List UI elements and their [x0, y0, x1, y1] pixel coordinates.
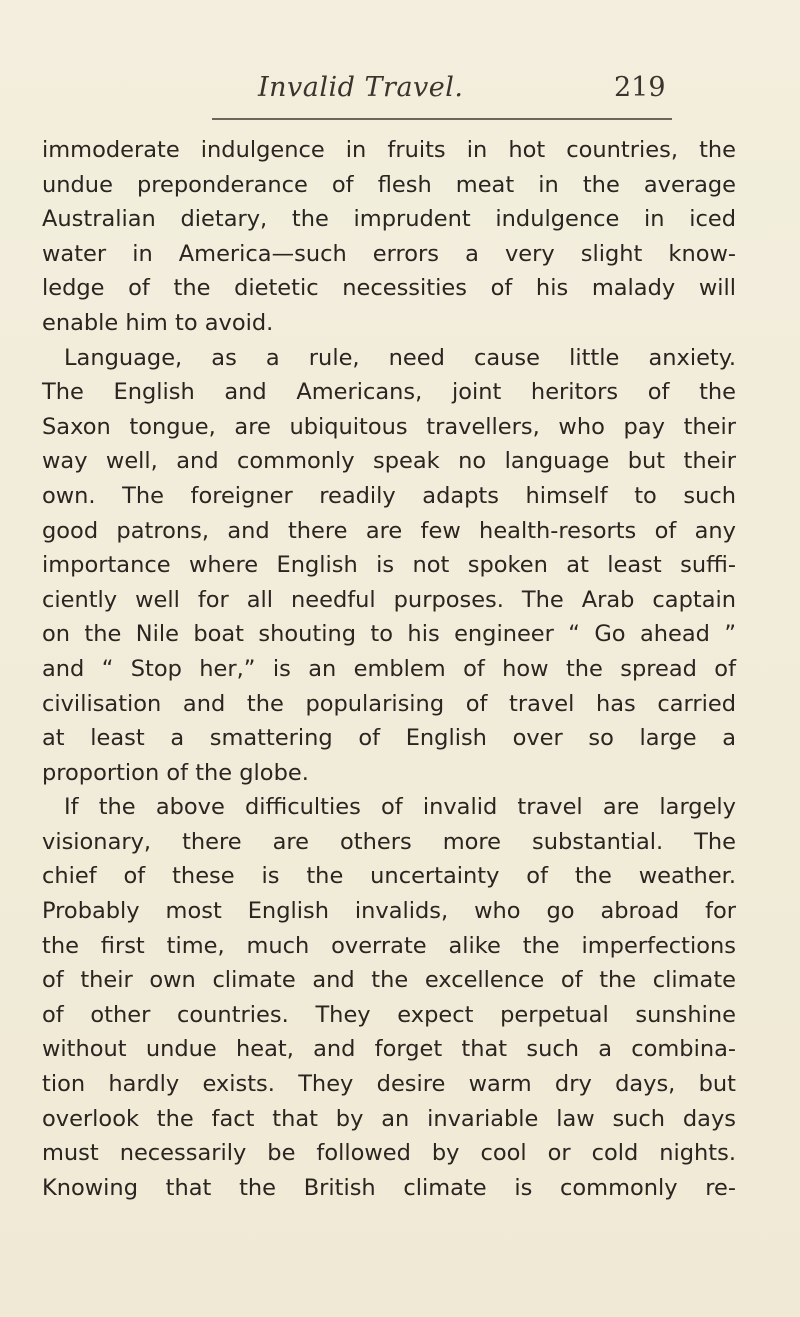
running-title: Invalid Travel. [258, 72, 464, 103]
text-line: must necessarily be followed by cool or cold nights. [42, 1140, 736, 1167]
text-line: on the Nile boat shouting to his engineer “ Go ahead ” [42, 621, 736, 648]
text-line: of their own climate and the excellence of the climate [42, 967, 736, 994]
text-line: and “ Stop her,” is an emblem of how the spread of [42, 655, 736, 682]
text-line: chief of these is the uncertainty of the weather. [42, 863, 736, 890]
text-line: own. The foreigner readily adapts himself to such [42, 482, 736, 509]
body-text [42, 133, 736, 1205]
running-head [0, 72, 800, 112]
text-line: undue preponderance of flesh meat in the average [42, 171, 736, 198]
text-line: visionary, there are others more substantial. The [42, 828, 736, 855]
text-line: without undue heat, and forget that such a combina- [42, 1036, 736, 1063]
text-line: importance where English is not spoken at least suffi- [42, 552, 736, 579]
text-line: the first time, much overrate alike the imperfections [42, 932, 736, 959]
text-line: good patrons, and there are few health-resorts of any [42, 517, 736, 544]
text-line: Language, as a rule, need cause little anxiety. [64, 344, 736, 371]
text-line: enable him to avoid. [42, 309, 274, 336]
text-line: water in America—such errors a very slight know- [42, 240, 736, 267]
text-line: Saxon tongue, are ubiquitous travellers, who pay their [42, 413, 736, 440]
text-line: Probably most English invalids, who go abroad for [42, 898, 736, 925]
text-line: proportion of the globe. [42, 759, 309, 786]
text-line: tion hardly exists. They desire warm dry days, but [42, 1071, 736, 1098]
text-line: Australian dietary, the imprudent indulgence in iced [42, 206, 736, 233]
text-line: civilisation and the popularising of travel has carried [42, 690, 736, 717]
text-line: way well, and commonly speak no language but their [42, 448, 736, 475]
text-line: ledge of the dietetic necessities of his malady will [42, 275, 736, 302]
text-line: immoderate indulgence in fruits in hot countries, the [42, 137, 736, 163]
text-line: ciently well for all needful purposes. The Arab captain [42, 586, 736, 613]
header-rule [212, 118, 672, 120]
text-line: of other countries. They expect perpetual sunshine [42, 1001, 736, 1028]
text-line: Knowing that the British climate is commonly re- [42, 1174, 736, 1201]
text-line: If the above difficulties of invalid travel are largely [64, 794, 736, 821]
text-line: overlook the fact that by an invariable law such days [42, 1105, 736, 1132]
page-number: 219 [614, 72, 666, 103]
text-line: The English and Americans, joint heritors of the [42, 379, 736, 406]
text-line: at least a smattering of English over so large a [42, 725, 736, 752]
